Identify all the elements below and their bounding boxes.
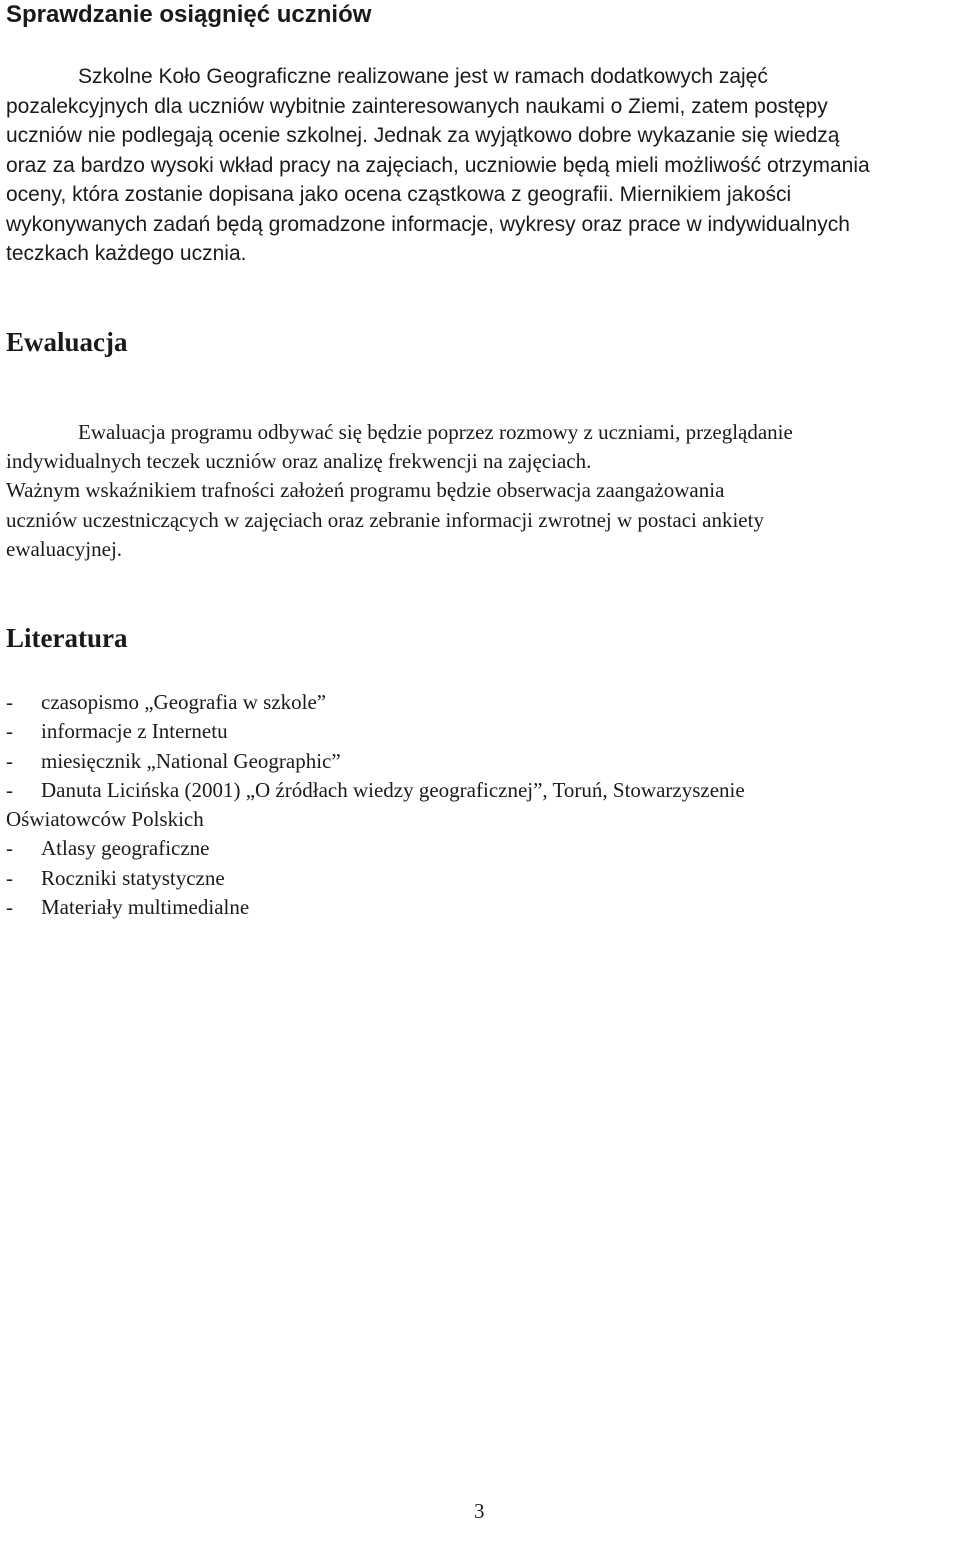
section-title-literature: Literatura — [6, 623, 128, 653]
paragraph-line: wykonywanych zadań będą gromadzone informacje, wykresy oraz prace w indywidualnych — [6, 212, 850, 236]
paragraph-line: oceny, która zostanie dopisana jako ocena cząstkowa z geografii. Miernikiem jakości — [6, 183, 792, 206]
list-dash: - — [6, 865, 13, 890]
list-item-text: informacje z Internetu — [41, 719, 228, 744]
list-item-text: Atlasy geograficzne — [41, 836, 210, 861]
list-item-text: Materiały multimedialne — [41, 895, 250, 920]
list-dash: - — [6, 748, 13, 773]
paragraph-line: Szkolne Koło Geograficzne realizowane jest w ramach dodatkowych zajęć — [78, 65, 768, 88]
list-item-text: czasopismo „Geografia w szkole” — [41, 690, 327, 714]
list-item — [6, 776, 745, 805]
assessment-paragraph — [6, 62, 956, 269]
evaluation-paragraph — [6, 418, 956, 564]
paragraph-line: oraz za bardzo wysoki wkład pracy na zajęciach, uczniowie będą mieli możliwość otrzymania — [6, 153, 870, 177]
list-dash: - — [6, 777, 13, 802]
page-number: 3 — [474, 1499, 485, 1523]
paragraph-line: uczniów nie podlegają ocenie szkolnej. Jednak za wyjątkowo dobre wykazanie się wiedzą — [6, 124, 840, 147]
list-item-continuation — [6, 805, 745, 834]
paragraph-line: teczkach każdego ucznia. — [6, 242, 247, 265]
paragraph-line: Ważnym wskaźnikiem trafności założeń programu będzie obserwacja zaangażowania — [6, 478, 725, 503]
paragraph-line: uczniów uczestniczących w zajęciach oraz zebranie informacji zwrotnej w postaci ankiety — [6, 507, 764, 532]
list-item — [6, 717, 745, 746]
paragraph-line: indywidualnych teczek uczniów oraz analizę frekwencji na zajęciach. — [6, 449, 592, 474]
literature-list — [6, 688, 745, 922]
list-item — [6, 834, 745, 863]
list-dash: - — [6, 690, 13, 714]
paragraph-line: ewaluacyjnej. — [6, 536, 123, 561]
section-title-assessment: Sprawdzanie osiągnięć uczniów — [6, 1, 372, 28]
list-item-text: Danuta Licińska (2001) „O źródłach wiedzy geograficznej”, Toruń, Stowarzyszenie — [41, 777, 745, 802]
paragraph-line: Ewaluacja programu odbywać się będzie poprzez rozmowy z uczniami, przeglądanie — [78, 420, 793, 444]
list-item — [6, 747, 745, 776]
list-dash: - — [6, 719, 13, 744]
list-item — [6, 864, 745, 893]
list-item — [6, 688, 745, 717]
list-item-text: Roczniki statystyczne — [41, 865, 225, 890]
list-item-text: Oświatowców Polskich — [6, 807, 204, 832]
section-title-evaluation: Ewaluacja — [6, 327, 128, 357]
paragraph-line: pozalekcyjnych dla uczniów wybitnie zainteresowanych naukami o Ziemi, zatem postępy — [6, 94, 828, 118]
list-item-text: miesięcznik „National Geographic” — [41, 748, 341, 773]
list-dash: - — [6, 836, 13, 861]
list-dash: - — [6, 895, 13, 920]
list-item — [6, 893, 745, 922]
